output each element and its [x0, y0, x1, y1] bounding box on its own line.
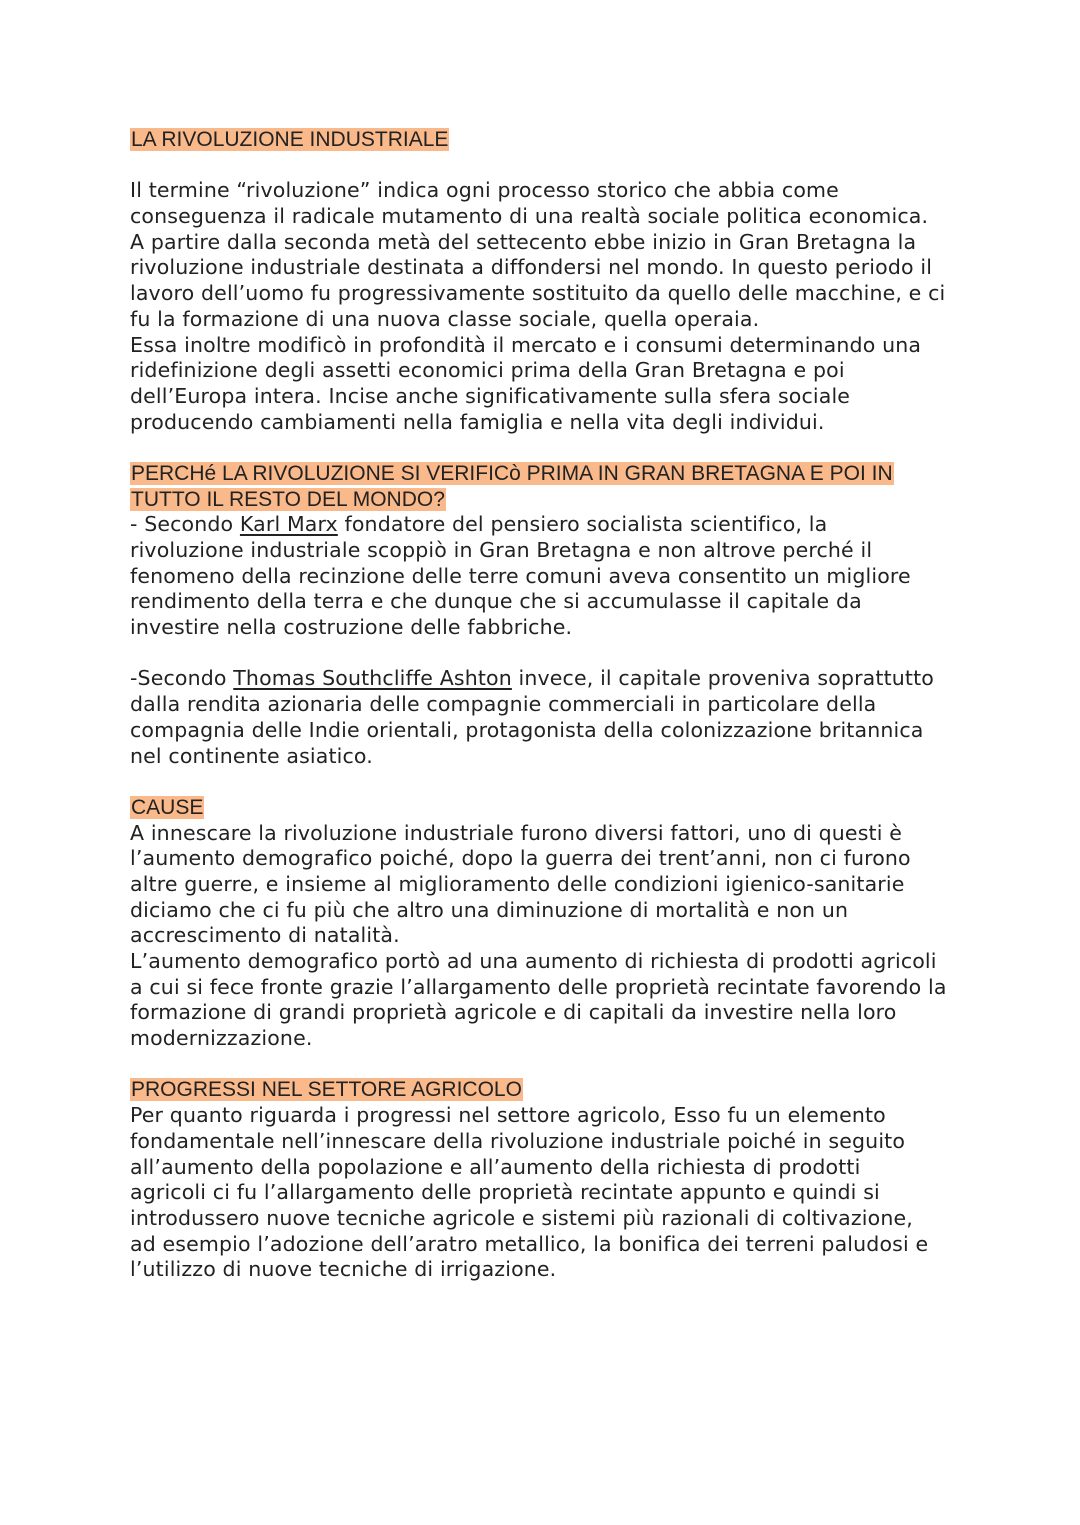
text-line: introdussero nuove tecniche agricole e sistemi più razionali di coltivazione, [130, 1205, 913, 1230]
text-line: formazione di grandi proprietà agricole e di capitali da investire nella loro [130, 1000, 897, 1025]
section-heading-rivoluzione-industriale [130, 127, 960, 153]
spacer [130, 1052, 960, 1078]
text-fragment: fondatore del pensiero socialista scientifico, la [337, 512, 828, 537]
text-line: rivoluzione industriale scoppiò in Gran Bretagna e non altrove perché il [130, 538, 873, 562]
text-line: dalla rendita azionaria delle compagnie commerciali in particolare della [130, 692, 877, 717]
paragraph-progressi [130, 1103, 960, 1283]
section-heading-cause [130, 795, 960, 821]
text-line: l’utilizzo di nuove tecniche di irrigazione. [130, 1257, 557, 1282]
underlined-name-ashton: Thomas Southcliffe Ashton [233, 666, 512, 691]
text-fragment: invece, il capitale proveniva soprattutto [511, 666, 934, 691]
section-heading-perche-line2 [130, 487, 960, 513]
text-line: dell’Europa intera. Incise anche significativamente sulla sfera sociale [130, 383, 851, 408]
heading-highlight: CAUSE [131, 795, 204, 819]
text-line: Per quanto riguarda i progressi nel settore agricolo, Esso fu un elemento [130, 1103, 886, 1128]
text-line: accrescimento di natalità. [130, 923, 400, 948]
text-line: l’aumento demografico poiché, dopo la guerra dei trent’anni, non ci furono [130, 846, 911, 871]
paragraph-cause [130, 821, 960, 1052]
heading-highlight: LA RIVOLUZIONE INDUSTRIALE [131, 128, 449, 151]
spacer [130, 435, 960, 461]
heading-highlight: PROGRESSI NEL SETTORE AGRICOLO [131, 1078, 522, 1102]
text-line: all’aumento della popolazione e all’aumento della richiesta di prodotti [130, 1154, 861, 1179]
text-line: diciamo che ci fu più che altro una diminuzione di mortalità e non un [130, 897, 849, 922]
underlined-name-karl-marx: Karl Marx [239, 512, 338, 537]
section-heading-perche-line1 [130, 461, 960, 487]
text-line: nel continente asiatico. [130, 743, 373, 768]
text-line: A innescare la rivoluzione industriale furono diversi fattori, uno di questi è [130, 820, 902, 845]
text-line: L’aumento demografico portò ad una aumento di richiesta di prodotti agricoli [130, 949, 937, 973]
text-line: rivoluzione industriale destinata a diffondersi nel mondo. In questo periodo il [130, 255, 933, 280]
heading-highlight: PERCHé LA RIVOLUZIONE SI VERIFICò PRIMA IN GRAN BRETAGNA E POI IN [131, 461, 893, 485]
text-line: ad esempio l’adozione dell’aratro metallico, la bonifica dei terreni paludosi e [130, 1231, 929, 1256]
text-line: ridefinizione degli assetti economici prima della Gran Bretagna e poi [130, 358, 845, 383]
text-line: producendo cambiamenti nella famiglia e nella vita degli individui. [130, 409, 825, 434]
text-line: investire nella costruzione delle fabbriche. [130, 615, 573, 640]
text-line: conseguenza il radicale mutamento di una realtà sociale politica economica. [130, 204, 929, 229]
text-line: modernizzazione. [130, 1026, 313, 1051]
text-line: compagnia delle Indie orientali, protagonista della colonizzazione britannica [130, 717, 924, 742]
text-line: Il termine “rivoluzione” indica ogni processo storico che abbia come [130, 178, 839, 203]
heading-highlight: TUTTO IL RESTO DEL MONDO? [131, 487, 445, 511]
text-line: A partire dalla seconda metà del settecento ebbe inizio in Gran Bretagna la [130, 229, 917, 254]
text-line [130, 512, 960, 538]
text-line: fu la formazione di una nuova classe sociale, quella operaia. [130, 306, 760, 331]
text-fragment: - Secondo [130, 512, 240, 537]
text-line [130, 666, 960, 692]
text-line: altre guerre, e insieme al miglioramento delle condizioni igienico-sanitarie [130, 871, 905, 896]
spacer [130, 153, 960, 179]
paragraph-ashton [130, 666, 960, 769]
text-line: Essa inoltre modificò in profondità il mercato e i consumi determinando una [130, 332, 922, 357]
paragraph-intro [130, 178, 960, 435]
text-fragment: -Secondo [130, 666, 234, 691]
text-line: fondamentale nell’innescare della rivoluzione industriale poiché in seguito [130, 1128, 906, 1153]
text-line: fenomeno della recinzione delle terre comuni aveva consentito un migliore [130, 563, 911, 588]
spacer [130, 641, 960, 667]
text-line: a cui si fece fronte grazie l’allargamento delle proprietà recintate favorendo la [130, 974, 947, 999]
paragraph-marx [130, 512, 960, 640]
section-heading-progressi [130, 1077, 960, 1103]
document-page [130, 127, 960, 1283]
spacer [130, 769, 960, 795]
text-line: agricoli ci fu l’allargamento delle proprietà recintate appunto e quindi si [130, 1180, 880, 1205]
text-line: rendimento della terra e che dunque che si accumulasse il capitale da [130, 589, 862, 614]
text-line: lavoro dell’uomo fu progressivamente sostituito da quello delle macchine, e ci [130, 281, 946, 306]
